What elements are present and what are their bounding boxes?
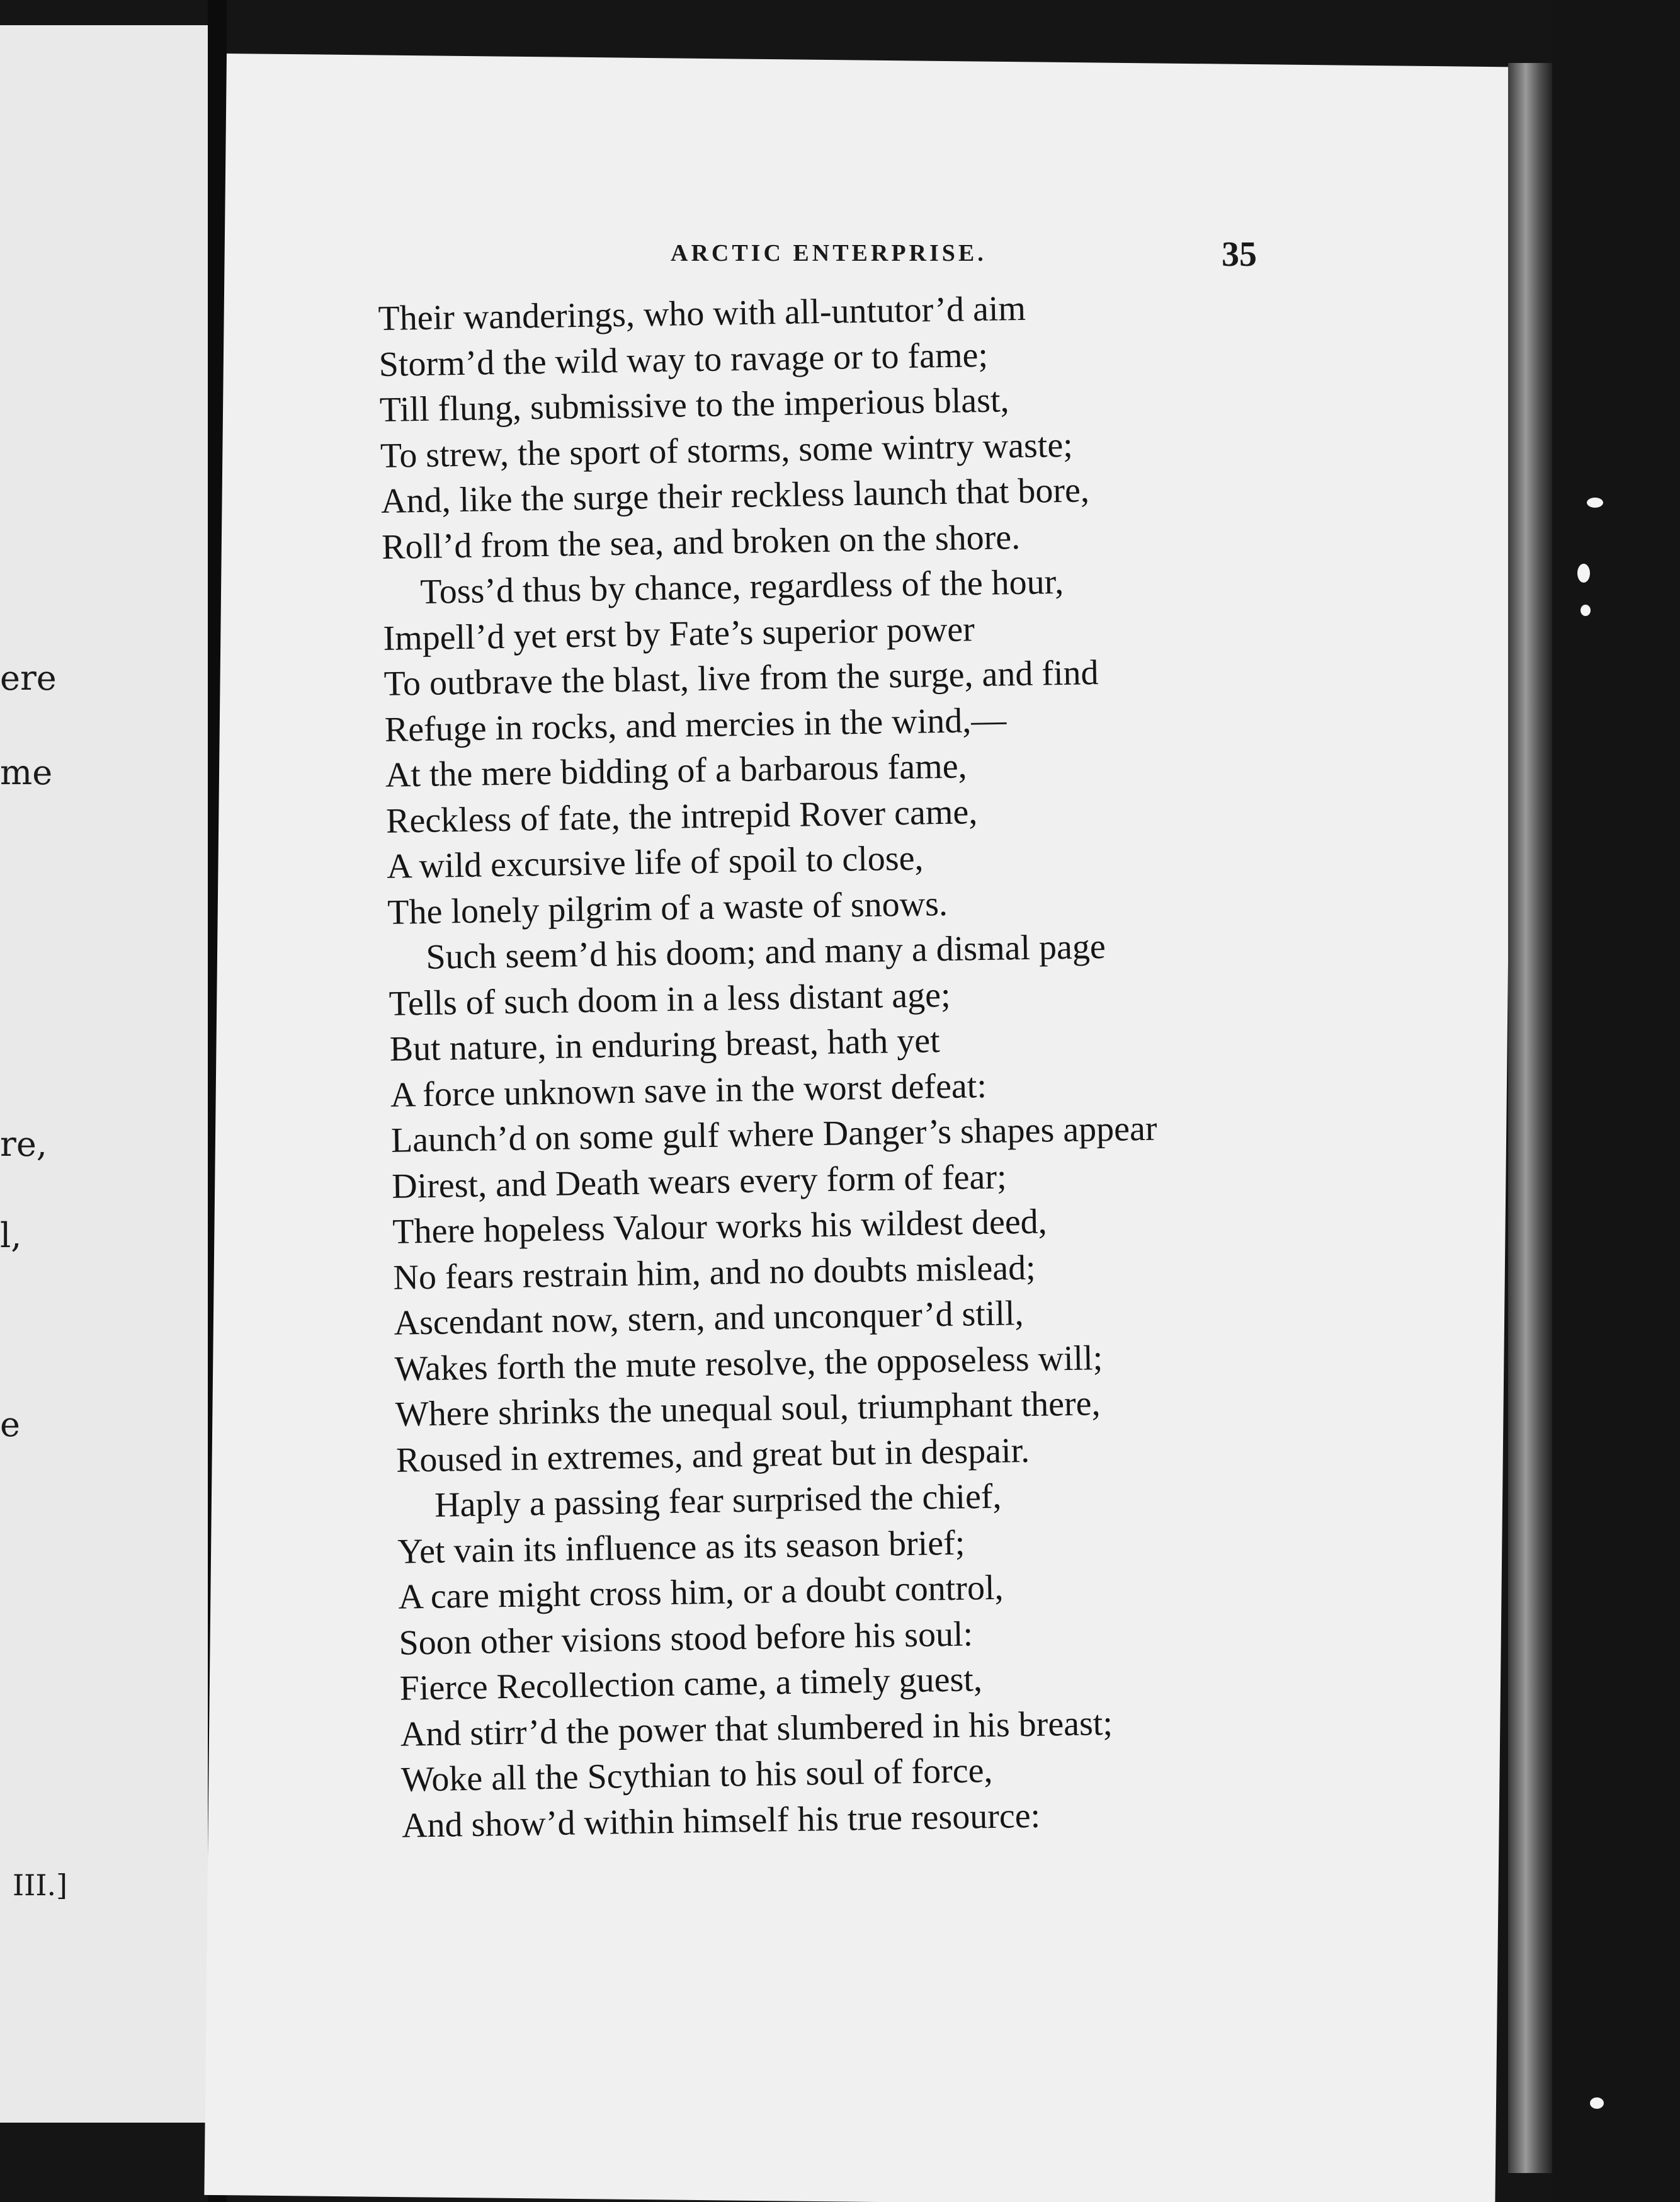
poem-line: Till flung, submissive to the imperious blast,	[379, 380, 1009, 430]
poem-text	[378, 282, 1284, 1849]
poem-line: Roused in extremes, and great but in despair.	[395, 1430, 1030, 1480]
poem-line: A care might cross him, or a doubt control,	[397, 1568, 1004, 1617]
scan-speck	[1577, 564, 1590, 583]
poem-line: A wild excursive life of spoil to close,	[386, 838, 924, 886]
poem-line: Tells of such doom in a less distant age;	[389, 975, 951, 1024]
poem-line: No fears restrain him, and no doubts mislead;	[392, 1248, 1036, 1298]
poem-line: Storm’d the wild way to ravage or to fame;	[378, 335, 989, 384]
page-number: 35	[1222, 235, 1257, 274]
poem-line: Soon other visions stood before his soul:	[399, 1614, 973, 1663]
poem-line: At the mere bidding of a barbarous fame,	[385, 746, 967, 795]
poem-line: Their wanderings, who with all-untutor’d aim	[378, 288, 1026, 338]
poem-line: But nature, in enduring breast, hath yet	[389, 1021, 941, 1069]
poem-line: Where shrinks the unequal soul, triumphant there,	[395, 1384, 1101, 1434]
poem-line: And stirr’d the power that slumbered in his breast;	[400, 1703, 1113, 1754]
scan-speck	[1581, 605, 1591, 616]
left-page-fragment: me	[0, 753, 53, 792]
poem-line: Ascendant now, stern, and unconquer’d still,	[394, 1294, 1024, 1343]
poem-line: Haply a passing fear surprised the chief,	[434, 1476, 1002, 1525]
poem-line: And show’d within himself his true resource:	[401, 1796, 1041, 1845]
poem-line: Woke all the Scythian to his soul of force,	[400, 1750, 993, 1800]
poem-line: To strew, the sport of storms, some wintry waste;	[380, 425, 1074, 476]
poem-line: Reckless of fate, the intrepid Rover came,	[385, 792, 978, 841]
poem-line: The lonely pilgrim of a waste of snows.	[387, 884, 948, 932]
poem-line: Wakes forth the mute resolve, the opposeless will;	[394, 1338, 1103, 1389]
left-page	[0, 25, 208, 2123]
poem-line: There hopeless Valour works his wildest deed,	[392, 1202, 1048, 1252]
poem-line: Toss’d thus by chance, regardless of the hour,	[419, 562, 1064, 612]
poem-line: To outbrave the blast, live from the surge, and find	[383, 653, 1099, 704]
poem-line: A force unknown save in the worst defeat:	[390, 1066, 987, 1115]
poem-line: Such seem’d his doom; and many a dismal page	[426, 927, 1106, 977]
poem-line: Fierce Recollection came, a timely guest,	[399, 1660, 983, 1708]
left-page-fragment: ere	[0, 658, 57, 698]
poem-line: Direst, and Death wears every form of fear;	[391, 1156, 1007, 1206]
poem-line: Launch’d on some gulf where Danger’s shapes appear	[390, 1109, 1157, 1160]
poem-line: Impell’d yet erst by Fate’s superior power	[383, 609, 975, 658]
left-page-fragment: re,	[0, 1124, 47, 1164]
dark-background	[1552, 0, 1680, 2202]
left-page-fragment: III.]	[13, 1868, 68, 1902]
left-page-fragment: e	[0, 1405, 20, 1444]
poem-line: Yet vain its influence as its season brief;	[397, 1523, 965, 1572]
page-edge	[1508, 63, 1552, 2173]
running-header: ARCTIC ENTERPRISE.	[671, 240, 987, 266]
poem-line: Refuge in rocks, and mercies in the wind,—	[384, 700, 1007, 750]
scan-speck	[1590, 2097, 1604, 2109]
left-page-fragment: l,	[0, 1216, 22, 1255]
scan-speck	[1587, 498, 1603, 508]
poem-line: Roll’d from the sea, and broken on the shore.	[381, 517, 1021, 567]
poem-line: And, like the surge their reckless launch that bore,	[380, 471, 1090, 521]
